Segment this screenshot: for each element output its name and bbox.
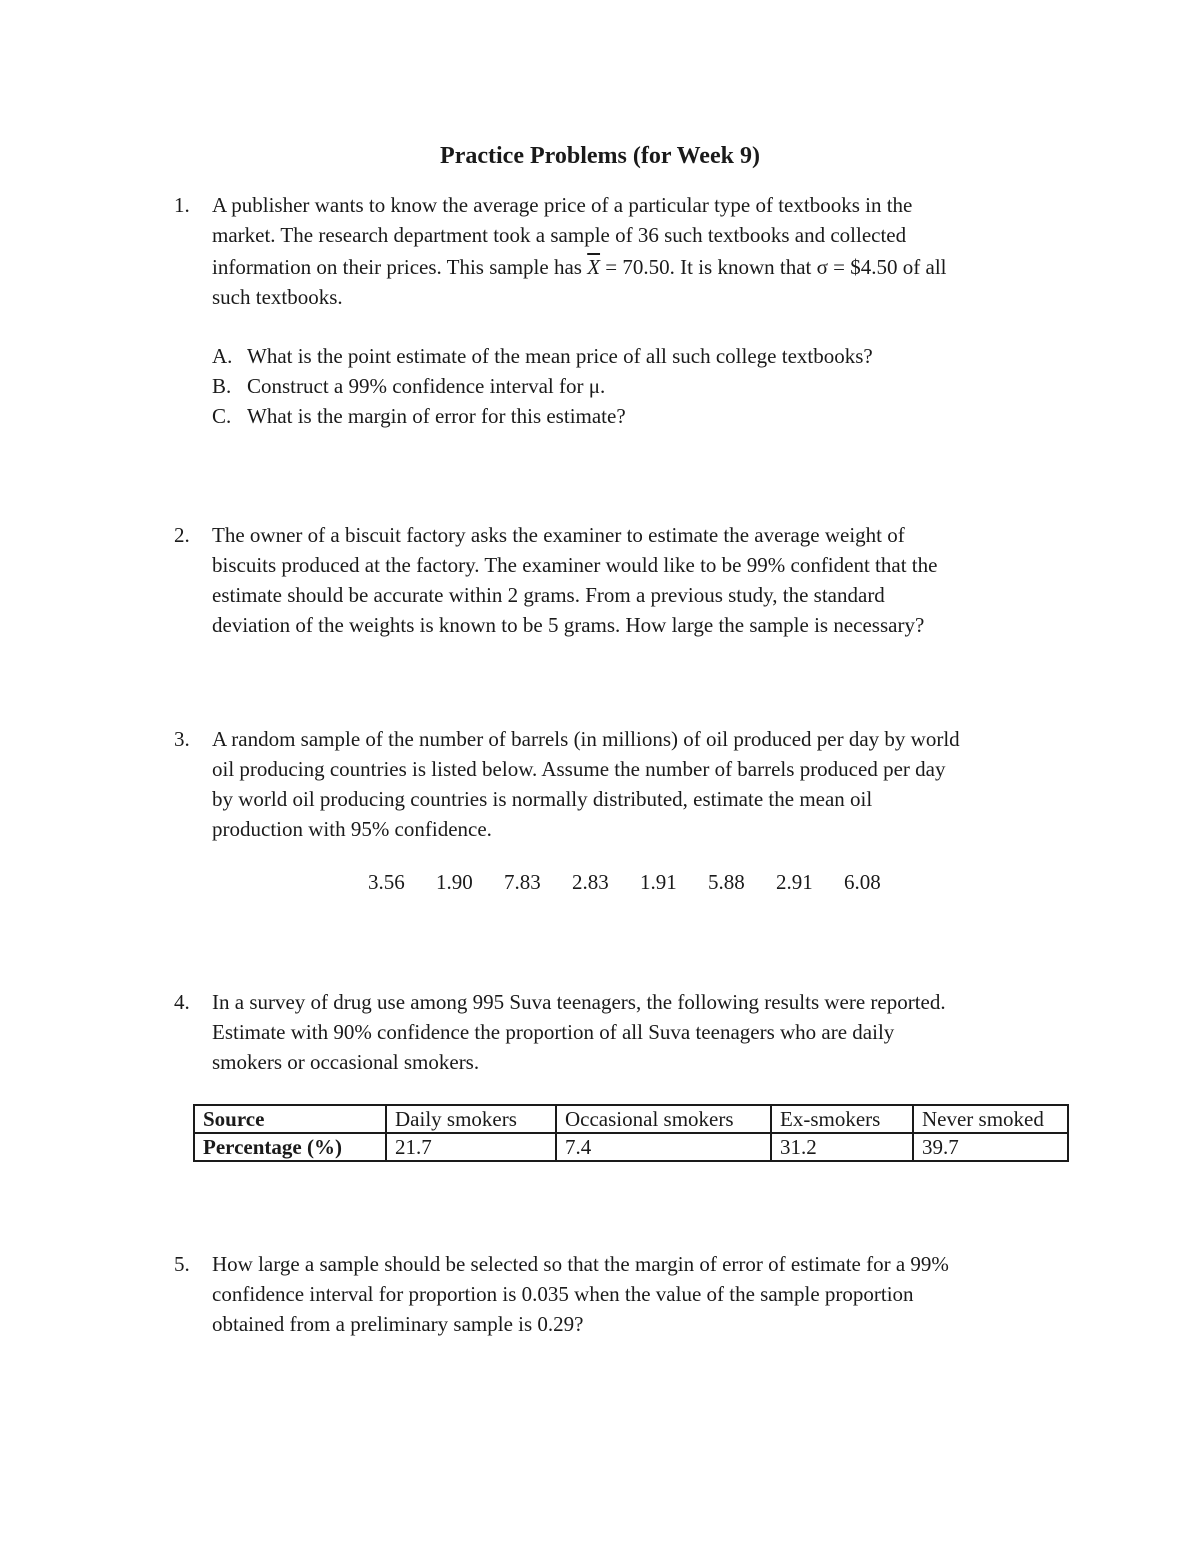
table-cell: Percentage (%): [194, 1133, 386, 1161]
data-value: 2.83: [572, 870, 609, 894]
problem-1-line: A publisher wants to know the average price of a particular type of textbooks in the: [212, 193, 913, 217]
problem-3-line: A random sample of the number of barrels (in millions) of oil produced per day by world: [212, 727, 960, 751]
data-value: 1.90: [436, 870, 473, 894]
problem-4-line: Estimate with 90% confidence the proportion of all Suva teenagers who are daily: [212, 1020, 895, 1044]
problem-2-text: [212, 520, 1072, 640]
problem-3-line: oil producing countries is listed below. Assume the number of barrels produced per day: [212, 757, 946, 781]
problem-5-line: obtained from a preliminary sample is 0.29?: [212, 1312, 584, 1336]
problem-5-text: [212, 1249, 1072, 1339]
problem-5-number: 5.: [174, 1252, 190, 1276]
table-cell: 7.4: [556, 1133, 771, 1161]
problem-3-line: by world oil producing countries is normally distributed, estimate the mean oil: [212, 787, 873, 811]
problem-3-line: production with 95% confidence.: [212, 817, 492, 841]
table-cell: 21.7: [386, 1133, 556, 1161]
problem-3-text: [212, 724, 1072, 844]
problem-1-line: such textbooks.: [212, 285, 343, 309]
data-value: 3.56: [368, 870, 405, 894]
problem-4-text: [212, 987, 1072, 1077]
problem-2-number: 2.: [174, 523, 190, 547]
problem-5-line: confidence interval for proportion is 0.035 when the value of the sample proportion: [212, 1282, 914, 1306]
smoking-survey-table: [193, 1104, 1069, 1162]
problem-2-line: biscuits produced at the factory. The examiner would like to be 99% confident that the: [212, 553, 938, 577]
data-value: 1.91: [640, 870, 677, 894]
problem-4-line: smokers or occasional smokers.: [212, 1050, 480, 1074]
problem-1-number: 1.: [174, 193, 190, 217]
problem-1-part-c: C. What is the margin of error for this estimate?: [212, 404, 626, 428]
table-cell: Never smoked: [913, 1105, 1068, 1133]
x-bar-symbol: $\overline{X}$: [587, 255, 601, 279]
problem-4-number: 4.: [174, 990, 190, 1014]
table-cell: 39.7: [913, 1133, 1068, 1161]
table-cell: Source: [194, 1105, 386, 1133]
problem-1-part-a: A. What is the point estimate of the mean price of all such college textbooks?: [212, 344, 873, 368]
problem-3-number: 3.: [174, 727, 190, 751]
table-row: [194, 1133, 1068, 1161]
problem-1-text: [212, 190, 1072, 312]
table-cell: 31.2: [771, 1133, 913, 1161]
problem-1-parts: [212, 341, 873, 431]
problem-1-part-b: B. Construct a 99% confidence interval for μ.: [212, 374, 606, 398]
data-value: 5.88: [708, 870, 745, 894]
table-cell: Daily smokers: [386, 1105, 556, 1133]
table-cell: Ex-smokers: [771, 1105, 913, 1133]
problem-2-line: estimate should be accurate within 2 grams. From a previous study, the standard: [212, 583, 885, 607]
data-value: 6.08: [844, 870, 881, 894]
problem-1-line: market. The research department took a sample of 36 such textbooks and collected: [212, 223, 907, 247]
page-title: Practice Problems (for Week 9): [440, 143, 760, 169]
problem-1-line: information on their prices. This sample has $\overline{X} = 70.50$. It is known that σ = $4.50 of all: [212, 255, 947, 279]
table-header-row: [194, 1105, 1068, 1133]
problem-5-line: How large a sample should be selected so that the margin of error of estimate for a 99%: [212, 1252, 949, 1276]
oil-production-values: [368, 870, 907, 895]
table-cell: Occasional smokers: [556, 1105, 771, 1133]
problem-4-line: In a survey of drug use among 995 Suva teenagers, the following results were reported.: [212, 990, 946, 1014]
data-value: 7.83: [504, 870, 541, 894]
problem-2-line: deviation of the weights is known to be 5 grams. How large the sample is necessary?: [212, 613, 925, 637]
data-value: 2.91: [776, 870, 813, 894]
problem-2-line: The owner of a biscuit factory asks the examiner to estimate the average weight of: [212, 523, 905, 547]
